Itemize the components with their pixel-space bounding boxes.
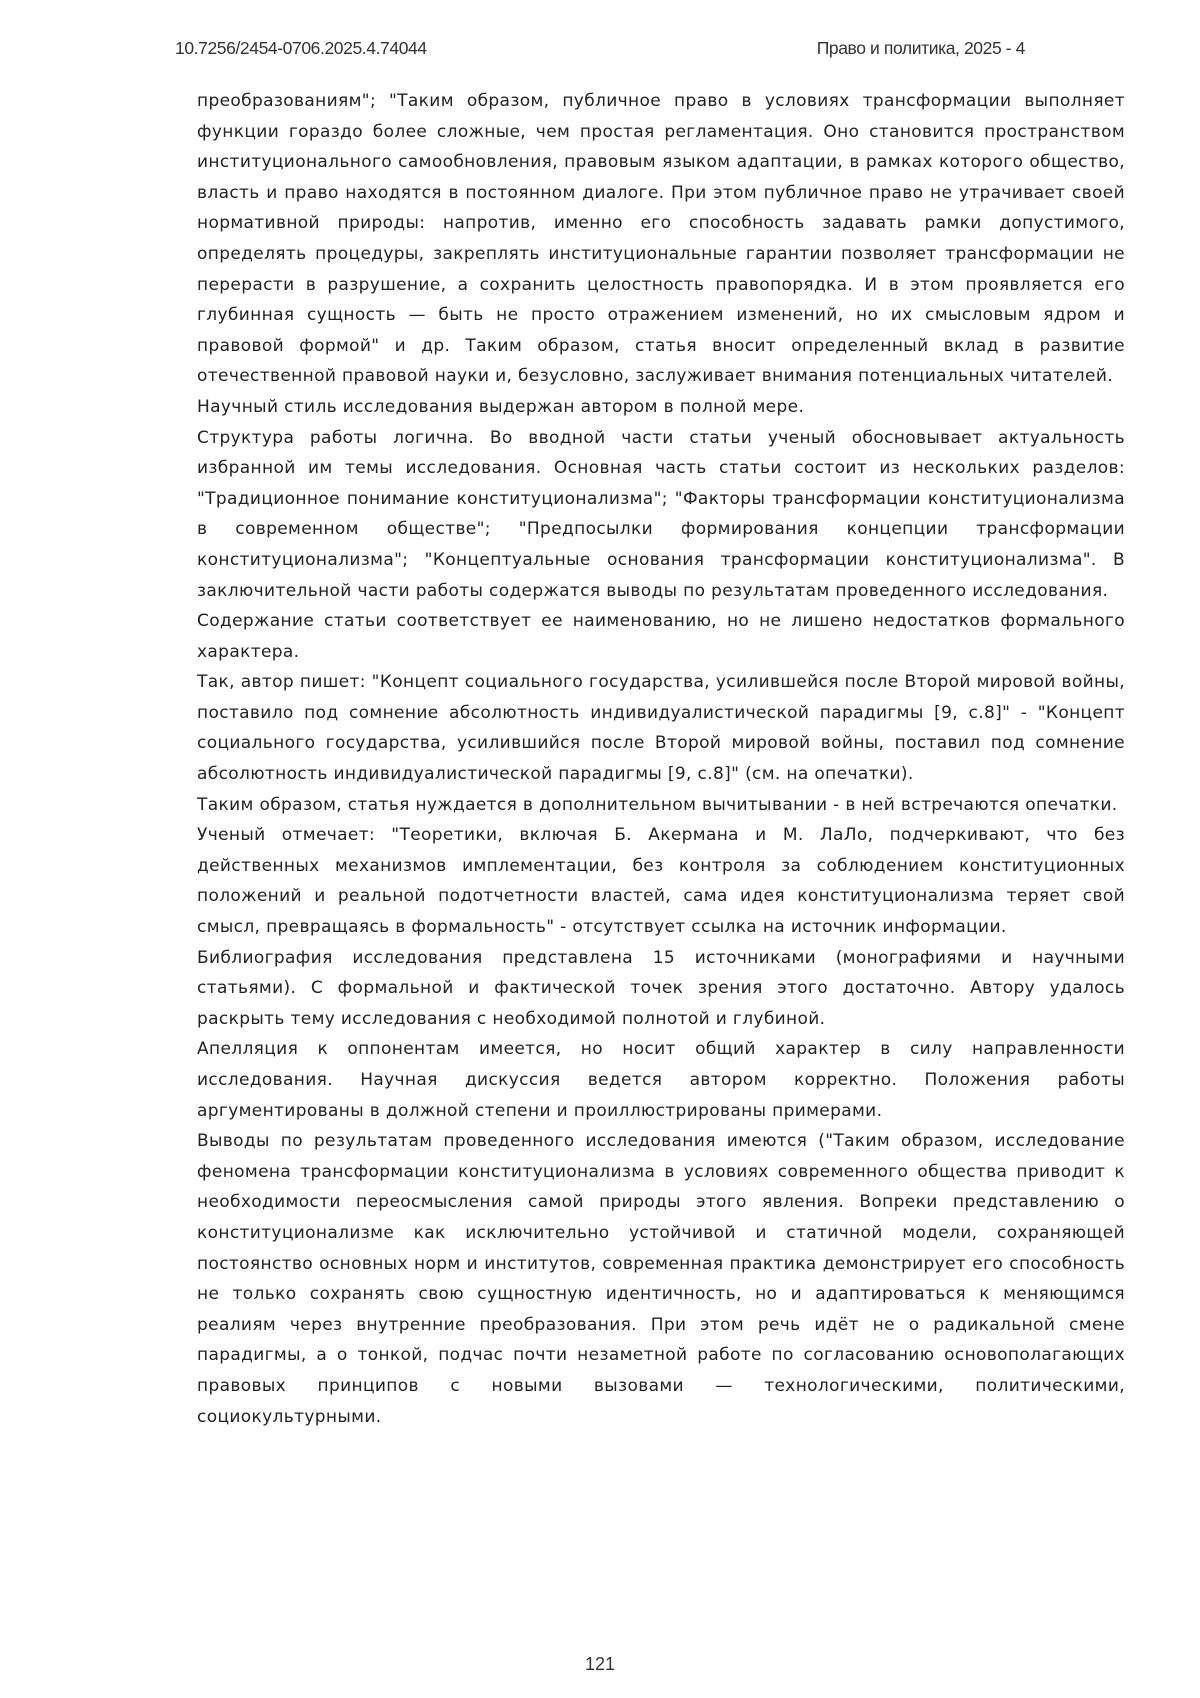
paragraph: Таким образом, статья нуждается в дополнительном вычитывании - в ней встречаются опечатки. — [197, 790, 1125, 821]
paragraph: Ученый отмечает: "Теоретики, включая Б. Акермана и М. ЛаЛо, подчеркивают, что без действенных механизмов имплементации, без контроля за соблюдением конституционных положений и реальной подотчетности властей, сама идея конституционализма теряет свой смысл, превращаясь в формальность" - отсутствует ссылка на источник информации. — [197, 820, 1125, 942]
journal-issue-text: Право и политика, 2025 - 4 — [817, 38, 1025, 59]
paragraph: Апелляция к оппонентам имеется, но носит общий характер в силу направленности исследования. Научная дискуссия ведется автором корректно. Положения работы аргументированы в должной степени и проиллюстрированы примерами. — [197, 1034, 1125, 1126]
article-body — [197, 86, 1125, 1432]
document-page — [0, 0, 1200, 1698]
paragraph: преобразованиям"; "Таким образом, публичное право в условиях трансформации выполняет функции гораздо более сложные, чем простая регламентация. Оно становится пространством институционального самообновления, правовым языком адаптации, в рамках которого общество, власть и право находятся в постоянном диалоге. При этом публичное право не утрачивает своей нормативной природы: напротив, именно его способность задавать рамки допустимого, определять процедуры, закреплять институциональные гарантии позволяет трансформации не перерасти в разрушение, а сохранить целостность правопорядка. И в этом проявляется его глубинная сущность — быть не просто отражением изменений, но их смысловым ядром и правовой формой" и др. Таким образом, статья вносит определенный вклад в развитие отечественной правовой науки и, безусловно, заслуживает внимания потенциальных читателей. — [197, 86, 1125, 392]
paragraph: Выводы по результатам проведенного исследования имеются ("Таким образом, исследование феномена трансформации конституционализма в условиях современного общества приводит к необходимости переосмысления самой природы этого явления. Вопреки представлению о конституционализме как исключительно устойчивой и статичной модели, сохраняющей постоянство основных норм и институтов, современная практика демонстрирует его способность не только сохранять свою сущностную идентичность, но и адаптироваться к меняющимся реалиям через внутренние преобразования. При этом речь идёт не о радикальной смене парадигмы, а о тонкой, подчас почти незаметной работе по согласованию основополагающих правовых принципов с новыми вызовами — технологическими, политическими, социокультурными. — [197, 1126, 1125, 1432]
paragraph: Научный стиль исследования выдержан автором в полной мере. — [197, 392, 1125, 423]
page-number: 121 — [0, 1654, 1200, 1675]
running-header — [175, 36, 1025, 60]
paragraph: Так, автор пишет: "Концепт социального государства, усилившейся после Второй мировой войны, поставило под сомнение абсолютность индивидуалистической парадигмы [9, с.8]" - "Концепт социального государства, усилившийся после Второй мировой войны, поставил под сомнение абсолютность индивидуалистической парадигмы [9, с.8]" (см. на опечатки). — [197, 667, 1125, 789]
paragraph: Библиография исследования представлена 15 источниками (монографиями и научными статьями). С формальной и фактической точек зрения этого достаточно. Автору удалось раскрыть тему исследования с необходимой полнотой и глубиной. — [197, 943, 1125, 1035]
paragraph: Структура работы логична. Во вводной части статьи ученый обосновывает актуальность избранной им темы исследования. Основная часть статьи состоит из нескольких разделов: "Традиционное понимание конституционализма"; "Факторы трансформации конституционализма в современном обществе"; "Предпосылки формирования концепции трансформации конституционализма"; "Концептуальные основания трансформации конституционализма". В заключительной части работы содержатся выводы по результатам проведенного исследования. — [197, 423, 1125, 607]
doi-text: 10.7256/2454-0706.2025.4.74044 — [175, 38, 427, 59]
paragraph: Содержание статьи соответствует ее наименованию, но не лишено недостатков формального характера. — [197, 606, 1125, 667]
